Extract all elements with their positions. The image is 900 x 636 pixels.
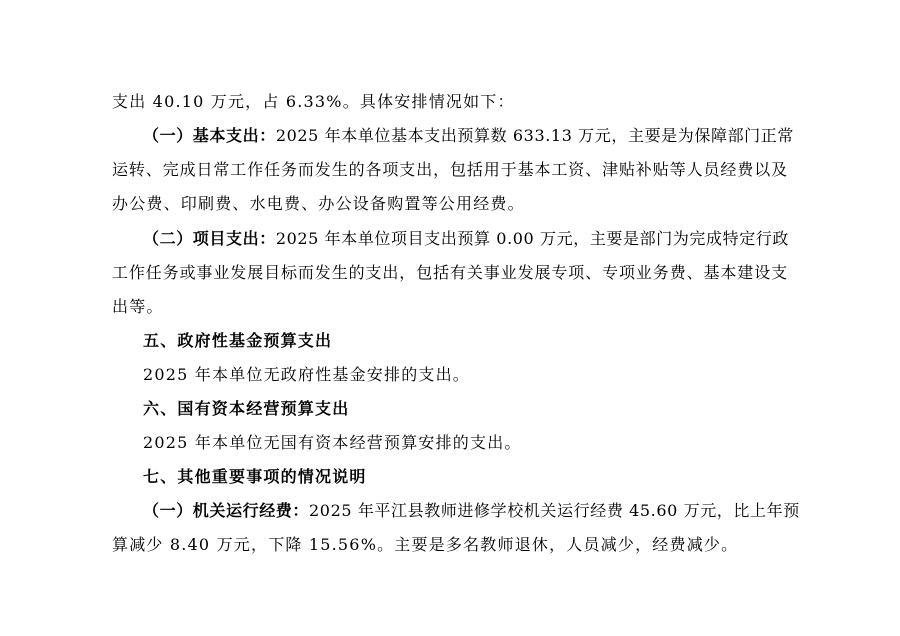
section-heading [143,467,367,487]
line-text: 2025 年平江县教师进修学校机关运行经费 45.60 万元，比上年预 [309,501,800,520]
paragraph-line [112,92,515,112]
paragraph-line [112,297,164,317]
heading-text: 五、政府性基金预算支出 [143,331,333,350]
line-text: 工作任务或事业发展目标而发生的支出，包括有关事业发展专项、专项业务费、基本建设支 [112,263,789,282]
line-text: 2025 年本单位无政府性基金安排的支出。 [143,365,471,384]
line-text: 运转、完成日常工作任务而发生的各项支出，包括用于基本工资、津贴补贴等人员经费以及 [112,160,789,179]
line-text: 支出 40.10 万元，占 6.33%。具体安排情况如下： [112,92,515,111]
section-heading [143,399,349,419]
line-text: 算减少 8.40 万元，下降 15.56%。主要是多名教师退休，人员减少，经费减少。 [112,535,739,554]
section-lead: （一）基本支出： [143,126,276,145]
line-text: 出等。 [112,297,164,316]
section-lead: （一）机关运行经费： [143,501,310,520]
paragraph-line [112,160,788,180]
paragraph-line [143,501,800,521]
paragraph-line [112,263,788,283]
section-lead: （二）项目支出： [143,229,276,248]
paragraph-line [143,126,794,146]
line-text: 2025 年本单位项目支出预算 0.00 万元，主要是部门为完成特定行政 [275,229,790,248]
paragraph-line [143,433,522,453]
paragraph-line [143,229,789,249]
heading-text: 六、国有资本经营预算支出 [143,399,350,418]
line-text: 办公费、印刷费、水电费、办公设备购置等公用经费。 [112,194,525,213]
paragraph-line [143,365,470,385]
line-text: 2025 年本单位无国有资本经营预算安排的支出。 [143,433,522,452]
line-text: 2025 年本单位基本支出预算数 633.13 万元，主要是为保障部门正常 [275,126,794,145]
section-heading [143,331,332,351]
heading-text: 七、其他重要事项的情况说明 [143,467,367,486]
paragraph-line [112,194,525,214]
paragraph-line [112,535,738,555]
